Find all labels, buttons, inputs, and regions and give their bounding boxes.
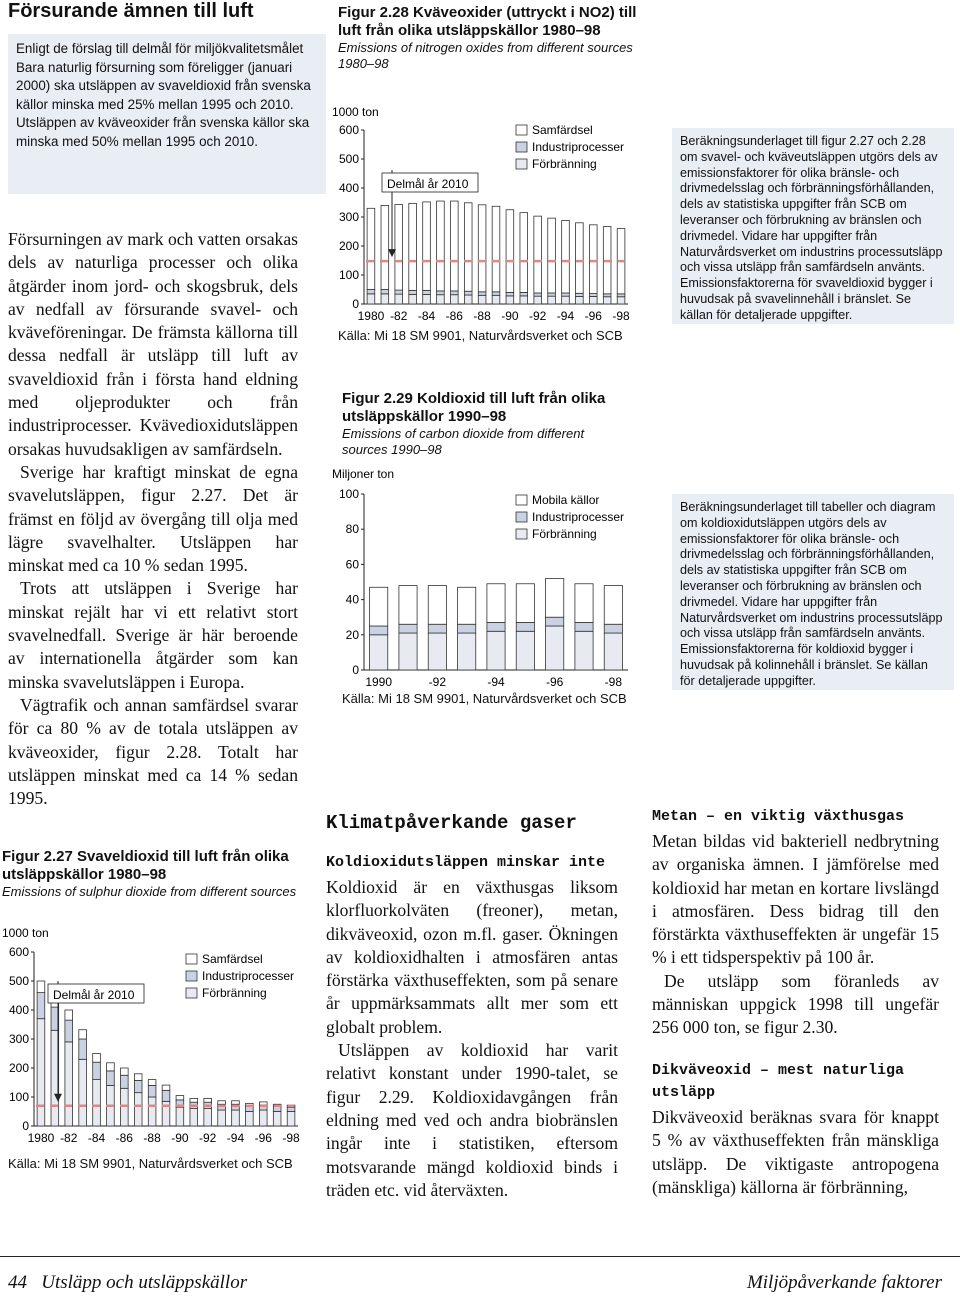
figure-source: Källa: Mi 18 SM 9901, Naturvårdsverket och SCB bbox=[342, 691, 627, 706]
x-tick-label: 1990 bbox=[365, 675, 393, 689]
bar-segment bbox=[478, 205, 486, 292]
bar-segment bbox=[478, 292, 486, 295]
bar-segment bbox=[93, 1054, 101, 1063]
bar-segment bbox=[190, 1109, 198, 1126]
bar-segment bbox=[395, 290, 403, 294]
figure-title: Figur 2.27 Svaveldioxid till luft från olika utsläppskällor 1980–98 bbox=[2, 848, 289, 883]
body-text-middle bbox=[326, 876, 618, 1202]
bar-segment bbox=[37, 1019, 45, 1126]
bar-segment bbox=[65, 1042, 73, 1126]
axis-unit-label: 1000 ton bbox=[332, 105, 379, 119]
bar-segment bbox=[79, 1059, 87, 1126]
paragraph: Försurningen av mark och vatten orsakas dels av naturliga processer och olika åtgärder inom jord- och skogsbruk, dels av nedfall av försurande svavel- och kväveföreningar. De främsta källorna till dessa nedfall är utsläpp till luft av svaveldioxid från i första hand eldning med oljeprodukter och från industriprocesser. Kvävedioxidutsläppen orsakas huvudsakligen av samfärdseln. bbox=[8, 229, 298, 459]
bar-segment bbox=[487, 584, 505, 623]
footer-right: Miljöpåverkande faktorer bbox=[746, 1272, 942, 1293]
x-tick-label: -94 bbox=[556, 309, 575, 323]
y-tick-label: 40 bbox=[345, 592, 359, 607]
legend-label: Mobila källor bbox=[532, 493, 600, 507]
bar-segment bbox=[576, 293, 584, 296]
bar-segment bbox=[148, 1097, 156, 1126]
x-tick-label: -82 bbox=[60, 1131, 78, 1145]
y-tick-label: 600 bbox=[338, 123, 359, 137]
bar-segment bbox=[218, 1101, 226, 1104]
bar-segment bbox=[381, 205, 389, 289]
bar-segment bbox=[246, 1112, 254, 1127]
bar-segment bbox=[464, 295, 472, 304]
bar-segment bbox=[450, 291, 458, 295]
bar-segment bbox=[520, 296, 528, 304]
section-heading: Klimatpåverkande gaser bbox=[326, 812, 577, 834]
bar-segment bbox=[395, 294, 403, 304]
paragraph: Trots att utsläppen i Sverige har minskat rejält har vi ett relativt stort svavelnedfall. Sverige är här beroende av internationella åtgärder som kan minska svavelutsläppen i Europa. bbox=[8, 578, 298, 692]
paragraph: Utsläppen av koldioxid har varit relativt konstant under 1990-talet, se figur 2.29. Koldioxidavgången från eldning med ved och andra biobränslen ingår inte i statistiken, eftersom motsvarande mängd koldioxid binds i träden etc. vid återväxten. bbox=[326, 1040, 618, 1200]
bar-segment bbox=[576, 223, 584, 293]
y-tick-label: 100 bbox=[338, 487, 359, 501]
bar-segment bbox=[458, 587, 476, 624]
legend-swatch bbox=[516, 125, 527, 135]
bar-segment bbox=[589, 296, 597, 304]
bar-segment bbox=[367, 290, 375, 294]
bar-segment bbox=[273, 1107, 281, 1112]
bar-segment bbox=[589, 225, 597, 294]
x-tick-label: -86 bbox=[115, 1131, 133, 1145]
subheading: Koldioxidutsläppen minskar inte bbox=[326, 854, 606, 871]
bar-segment bbox=[575, 622, 593, 631]
legend-swatch bbox=[186, 971, 197, 981]
bar-segment bbox=[604, 624, 622, 633]
y-tick-label: 300 bbox=[338, 210, 359, 224]
y-tick-label: 0 bbox=[352, 663, 359, 677]
x-tick-label: -98 bbox=[612, 309, 630, 323]
x-tick-label: -82 bbox=[390, 309, 408, 323]
bar-segment bbox=[190, 1098, 198, 1102]
target-label: Delmål år 2010 bbox=[387, 177, 469, 191]
figure-source: Källa: Mi 18 SM 9901, Naturvårdsverket och SCB bbox=[338, 328, 623, 343]
bar-segment bbox=[232, 1101, 240, 1104]
x-tick-label: -96 bbox=[545, 675, 564, 689]
y-tick-label: 500 bbox=[338, 152, 359, 166]
bar-segment bbox=[589, 294, 597, 297]
bar-segment bbox=[534, 293, 542, 296]
bar-segment bbox=[603, 297, 611, 304]
goal-box: Enligt de förslag till delmål för miljökvalitetsmålet Bara naturlig försurning som föreligger (januari 2000) ska utsläppen av svaveldioxid från svenska källor minska med 25% mellan 1995 och 2010. Utsläppen av kväveoxider från svenska källor ska minska med 50% mellan 1995 och 2010. bbox=[8, 34, 326, 194]
bar-segment bbox=[575, 631, 593, 670]
bar-segment bbox=[423, 294, 431, 304]
x-tick-label: -92 bbox=[428, 675, 447, 689]
bar-segment bbox=[381, 294, 389, 304]
body-text-right bbox=[652, 830, 939, 1040]
bar-segment bbox=[134, 1074, 142, 1081]
legend-label: Förbränning bbox=[532, 157, 597, 171]
bar-segment bbox=[437, 291, 445, 295]
bar-segment bbox=[370, 587, 388, 626]
axis-unit-label: 1000 ton bbox=[2, 926, 49, 940]
bar-segment bbox=[395, 205, 403, 291]
bar-segment bbox=[65, 1020, 73, 1042]
bar-segment bbox=[487, 631, 505, 670]
bar-segment bbox=[464, 291, 472, 295]
legend-label: Samfärdsel bbox=[532, 123, 593, 137]
x-tick-label: -88 bbox=[143, 1131, 161, 1145]
chart-figure-227 bbox=[0, 925, 310, 1158]
bar-segment bbox=[370, 635, 388, 670]
x-tick-label: -96 bbox=[254, 1131, 272, 1145]
legend-swatch bbox=[516, 159, 527, 169]
bar-segment bbox=[492, 292, 500, 295]
legend-label: Förbränning bbox=[532, 527, 597, 541]
bar-segment bbox=[603, 294, 611, 297]
chart-figure-228 bbox=[330, 104, 640, 326]
y-tick-label: 80 bbox=[345, 522, 359, 537]
footer-left: 44 Utsläpp och utsläppskällor bbox=[8, 1272, 248, 1293]
legend-label: Samfärdsel bbox=[202, 952, 263, 966]
footer-rule bbox=[0, 1256, 960, 1257]
body-text-right bbox=[652, 1106, 939, 1199]
bar-segment bbox=[520, 213, 528, 293]
bar-segment bbox=[37, 981, 45, 993]
y-tick-label: 200 bbox=[8, 1061, 29, 1075]
bar-segment bbox=[107, 1063, 115, 1071]
bar-segment bbox=[478, 295, 486, 304]
bar-segment bbox=[546, 617, 564, 626]
bar-segment bbox=[367, 294, 375, 304]
note-box: Beräkningsunderlaget till tabeller och diagram om koldioxidutsläppen utgörs dels av emissionsfaktorer för olika bränsle- och drivmedelsslag och förbränningsförhållanden, dels av statistiska uppgifter från SCB om leveranser och förbrukning av bränslen och drivmedel. Vidare har uppgifter från Naturvårdsverket om industrins processutsläpp och vissa utsläpp från samfärdseln använts. Emissionsfaktorerna för koldioxid bygger i huvudsak på kolinnehåll i bränslet. Se källan för detaljerade uppgifter. bbox=[672, 494, 954, 690]
y-tick-label: 400 bbox=[338, 181, 359, 195]
bar-segment bbox=[162, 1090, 170, 1101]
legend-swatch bbox=[516, 495, 527, 505]
x-tick-label: -92 bbox=[199, 1131, 217, 1145]
bar-segment bbox=[409, 294, 417, 304]
body-text-left bbox=[8, 228, 298, 810]
paragraph: Sverige har kraftigt minskat de egna svavelutsläppen, figur 2.27. Det är främst en följd av övergång till olja med lägre svavelhalter. Utsläppen har minskat med ca 10 % sedan 1995. bbox=[8, 461, 298, 576]
x-tick-label: -98 bbox=[604, 675, 623, 689]
bar-segment bbox=[437, 201, 445, 291]
x-tick-label: -92 bbox=[529, 309, 547, 323]
y-tick-label: 0 bbox=[22, 1119, 29, 1133]
subheading: Dikväveoxid – mest naturliga utsläpp bbox=[652, 1062, 905, 1101]
bar-segment bbox=[93, 1062, 101, 1079]
bar-segment bbox=[617, 297, 625, 304]
bar-segment bbox=[246, 1106, 254, 1111]
x-tick-label: 1980 bbox=[357, 309, 385, 323]
x-tick-label: -98 bbox=[282, 1131, 300, 1145]
bar-segment bbox=[617, 294, 625, 297]
legend-label: Förbränning bbox=[202, 986, 267, 1000]
bar-segment bbox=[516, 631, 534, 670]
bar-segment bbox=[120, 1068, 128, 1075]
bar-segment bbox=[575, 584, 593, 623]
y-tick-label: 0 bbox=[352, 297, 359, 311]
bar-segment bbox=[273, 1112, 281, 1127]
bar-segment bbox=[120, 1075, 128, 1088]
paragraph: Dikväveoxid beräknas svara för knappt 5 % av växthuseffekten från mänskliga utsläpp. De viktigaste antropogena (mänskliga) källorna är förbränning, bbox=[652, 1107, 939, 1197]
figure-subtitle: Emissions of carbon dioxide from different sources 1990–98 bbox=[342, 426, 585, 457]
bar-segment bbox=[176, 1096, 184, 1100]
bar-segment bbox=[204, 1098, 212, 1102]
bar-segment bbox=[93, 1080, 101, 1126]
y-tick-label: 60 bbox=[345, 557, 359, 572]
bar-segment bbox=[287, 1107, 295, 1111]
figure-title: Figur 2.28 Kväveoxider (uttryckt i NO2) till luft från olika utsläppskällor 1980–98 bbox=[338, 4, 637, 39]
x-tick-label: -84 bbox=[417, 309, 436, 323]
legend-swatch bbox=[186, 954, 197, 964]
bar-segment bbox=[423, 202, 431, 290]
bar-segment bbox=[176, 1107, 184, 1126]
figure-subtitle: Emissions of nitrogen oxides from different sources 1980–98 bbox=[338, 40, 633, 71]
y-tick-label: 100 bbox=[338, 268, 359, 282]
bar-segment bbox=[604, 586, 622, 625]
bar-segment bbox=[399, 586, 417, 625]
axis-unit-label: Miljoner ton bbox=[332, 467, 395, 481]
y-tick-label: 300 bbox=[8, 1032, 29, 1046]
bar-segment bbox=[548, 293, 556, 296]
chart-figure-229 bbox=[330, 466, 640, 691]
bar-segment bbox=[287, 1112, 295, 1127]
x-tick-label: 1980 bbox=[27, 1131, 55, 1145]
figure-title: Figur 2.29 Koldioxid till luft från olika utsläppskällor 1990–98 bbox=[342, 390, 606, 425]
bar-segment bbox=[487, 622, 505, 631]
paragraph: De utsläpp som föranleds av människan uppgick 1998 till ungefär 256 000 ton, se figur 2.30. bbox=[652, 970, 939, 1038]
bar-segment bbox=[428, 586, 446, 625]
bar-segment bbox=[79, 1039, 87, 1059]
bar-segment bbox=[79, 1030, 87, 1039]
legend-label: Industriprocesser bbox=[532, 140, 625, 154]
bar-segment bbox=[134, 1093, 142, 1126]
y-tick-label: 100 bbox=[8, 1090, 29, 1104]
bar-segment bbox=[562, 220, 570, 293]
bar-segment bbox=[450, 295, 458, 304]
target-label: Delmål år 2010 bbox=[53, 988, 135, 1002]
figure-227-caption bbox=[2, 848, 302, 900]
bar-segment bbox=[120, 1088, 128, 1126]
bar-segment bbox=[107, 1071, 115, 1086]
x-tick-label: -84 bbox=[87, 1131, 106, 1145]
bar-segment bbox=[464, 203, 472, 291]
bar-segment bbox=[204, 1109, 212, 1126]
bar-segment bbox=[562, 296, 570, 304]
bar-segment bbox=[409, 203, 417, 290]
y-tick-label: 20 bbox=[345, 627, 359, 642]
bar-segment bbox=[381, 290, 389, 294]
bar-segment bbox=[367, 208, 375, 289]
figure-228-caption bbox=[338, 4, 638, 72]
y-tick-label: 400 bbox=[8, 1003, 29, 1017]
bar-segment bbox=[546, 626, 564, 670]
figure-source: Källa: Mi 18 SM 9901, Naturvårdsverket och SCB bbox=[8, 1156, 293, 1171]
bar-segment bbox=[506, 210, 514, 293]
bar-segment bbox=[506, 296, 514, 304]
paragraph: Vägtrafik och annan samfärdsel svarar för ca 80 % av de totala utsläppen av kväveoxider, figur 2.28. Totalt har utsläppen minskat med ca 14 % sedan 1995. bbox=[8, 694, 298, 809]
legend-swatch bbox=[516, 142, 527, 152]
bar-segment bbox=[399, 624, 417, 633]
bar-segment bbox=[399, 633, 417, 670]
bar-segment bbox=[534, 296, 542, 304]
bar-segment bbox=[370, 626, 388, 635]
bar-segment bbox=[506, 292, 514, 295]
bar-segment bbox=[534, 216, 542, 293]
bar-segment bbox=[37, 993, 45, 1019]
bar-segment bbox=[428, 633, 446, 670]
page-heading: Försurande ämnen till luft bbox=[8, 0, 254, 22]
bar-segment bbox=[604, 633, 622, 670]
bar-segment bbox=[259, 1102, 267, 1105]
bar-segment bbox=[148, 1085, 156, 1097]
x-tick-label: -90 bbox=[171, 1131, 189, 1145]
subheading: Metan – en viktig växthusgas bbox=[652, 808, 905, 825]
bar-segment bbox=[259, 1110, 267, 1126]
figure-229-caption bbox=[342, 390, 632, 458]
x-tick-label: -94 bbox=[487, 675, 505, 689]
x-tick-label: -90 bbox=[501, 309, 519, 323]
figure-subtitle: Emissions of sulphur dioxide from different sources bbox=[2, 884, 297, 899]
x-tick-label: -96 bbox=[584, 309, 602, 323]
bar-segment bbox=[546, 578, 564, 617]
legend-swatch bbox=[516, 529, 527, 539]
bar-segment bbox=[232, 1110, 240, 1126]
y-tick-label: 600 bbox=[8, 945, 29, 959]
bar-segment bbox=[423, 290, 431, 294]
bar-segment bbox=[65, 1010, 73, 1020]
bar-segment bbox=[562, 293, 570, 296]
legend-swatch bbox=[186, 988, 197, 998]
x-tick-label: -88 bbox=[473, 309, 491, 323]
y-tick-label: 500 bbox=[8, 974, 29, 988]
bar-segment bbox=[218, 1110, 226, 1126]
legend-label: Industriprocesser bbox=[202, 969, 295, 983]
bar-segment bbox=[148, 1080, 156, 1086]
bar-segment bbox=[492, 295, 500, 304]
bar-segment bbox=[458, 624, 476, 633]
bar-segment bbox=[162, 1085, 170, 1090]
bar-segment bbox=[548, 296, 556, 304]
bar-segment bbox=[450, 201, 458, 291]
bar-segment bbox=[516, 584, 534, 623]
x-tick-label: -94 bbox=[226, 1131, 245, 1145]
note-box: Beräkningsunderlaget till figur 2.27 och 2.28 om svavel- och kväveutsläppen utgörs dels av emissionsfaktorer för olika bränsle- och drivmedelsslag och förbränningsförhållanden, dels av statistiska uppgifter från SCB om leveranser och förbrukning av bränslen och drivmedel. Vidare har uppgifter från Naturvårdsverket om industrins processutsläpp och vissa utsläpp från samfärdseln använts. Emissionsfaktorerna för svaveldioxid bygger i huvudsak på svavelinnehåll i bränslet. Se källan för detaljerade uppgifter. bbox=[672, 128, 954, 324]
bar-segment bbox=[576, 296, 584, 304]
legend-label: Industriprocesser bbox=[532, 510, 625, 524]
bar-segment bbox=[516, 622, 534, 631]
bar-segment bbox=[437, 295, 445, 304]
bar-segment bbox=[428, 624, 446, 633]
paragraph: Metan bildas vid bakteriell nedbrytning av organiska ämnen. I jämförelse med koldioxid har metan en kortare livslängd i atmosfären. Dess bidrag till den förstärkta växthuseffekten är ungefär 15 % i ett tidsperspektiv på 100 år. bbox=[652, 831, 939, 968]
legend-swatch bbox=[516, 512, 527, 522]
y-tick-label: 200 bbox=[338, 239, 359, 253]
bar-segment bbox=[458, 633, 476, 670]
bar-segment bbox=[492, 206, 500, 292]
bar-segment bbox=[134, 1080, 142, 1092]
paragraph: Koldioxid är en växthusgas liksom klorfluorkolväten (freoner), metan, dikväveoxid, ozon m.fl. gaser. Ökningen av koldioxidhalten i atmosfären antas förstärka växthuseffekten, som på senare år uppmärksammats allt mer som ett globalt problem. bbox=[326, 877, 618, 1037]
bar-segment bbox=[409, 290, 417, 294]
bar-segment bbox=[548, 218, 556, 293]
bar-segment bbox=[520, 292, 528, 295]
x-tick-label: -86 bbox=[445, 309, 463, 323]
